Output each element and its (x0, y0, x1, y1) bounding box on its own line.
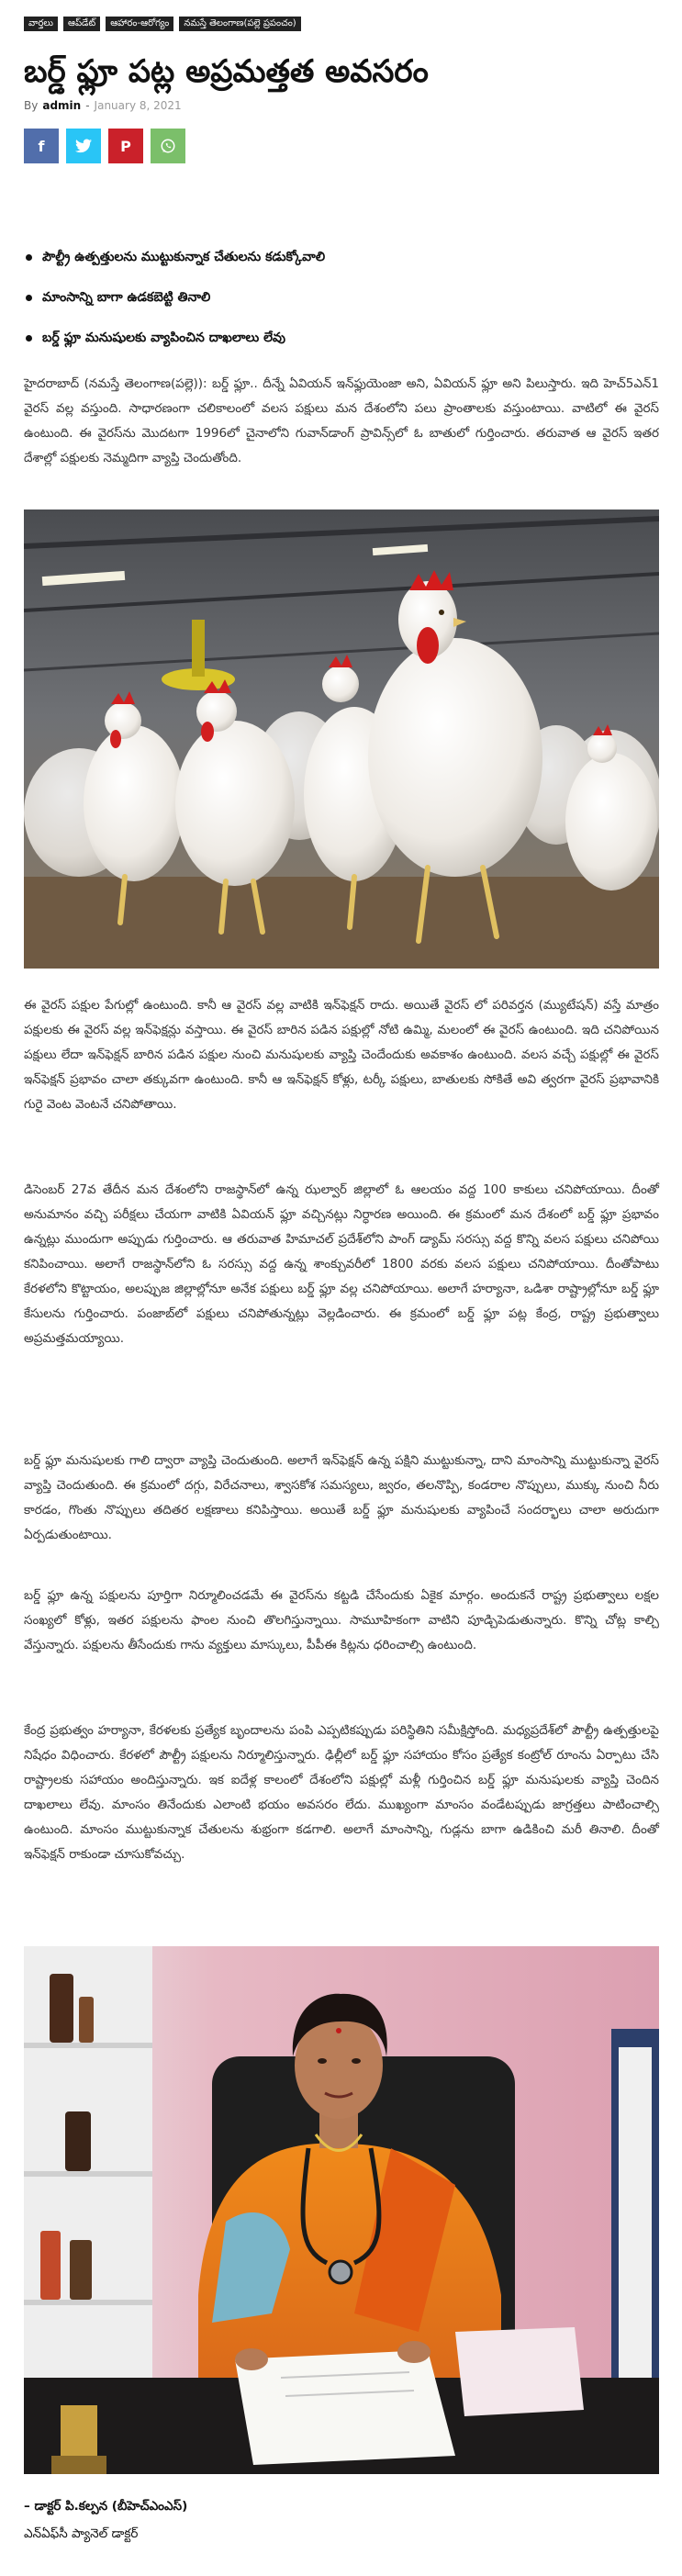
tag-link[interactable]: నమస్తే తెలంగాణ(పల్లె ప్రపంచం) (179, 17, 300, 31)
list-item: మాంసాన్ని బాగా ఉడకబెట్టి తినాలి (24, 288, 657, 307)
chicken-farm-photo (24, 510, 659, 969)
share-buttons (24, 129, 185, 163)
author-signature: – డాక్టర్ పి.కల్పన (బీహెచ్‌ఎంఎస్) (24, 2499, 188, 2514)
article-paragraph: ఈ వైరస్ పక్షుల పేగుల్లో ఉంటుంది. కానీ ఆ వైరస్ వల్ల వాటికి ఇన్‌ఫెక్షన్ రాదు. అయితే వైరస్ లో పరివర్తన (మ్యుటేషన్) వస్తే మాత్రం పక్షులకు ఈ వైరస్ వల్ల ఇన్‌ఫెక్షన్లు వస్తాయి. ఈ వైరస్ బారిన పడిన పక్షుల్లో నోటి ఉమ్మి, మలంలో ఈ వైరస్ ఉంటుంది. ఇది చనిపోయిన పక్షులు లేదా ఇన్‌ఫెక్షన్ బారిన పడిన పక్షుల నుంచి మనుషులకు వ్యాప్తి చెందేందుకు అవకాశం ఉంటుంది. వలస వచ్చే పక్షుల్లో ఈ వైరస్ ఇన్‌ఫెక్షన్ ప్రభావం చాలా తక్కువగా ఉంటుంది. కానీ ఆ ఇన్‌ఫెక్షన్ కోళ్లు, టర్కీ పక్షులు, బాతులకు సోకితే అవి త్వరగా వైరస్ ప్రభావానికి గురై వెంట వెంటనే చనిపోతాయి. (24, 998, 659, 1112)
doctor-image (24, 1946, 659, 2474)
twitter-icon (75, 139, 92, 153)
pinterest-share-button[interactable] (108, 129, 143, 163)
article-paragraph: డిసెంబర్ 27వ తేదీన మన దేశంలోని రాజస్థాన్‌లో ఉన్న ఝల్వార్ జిల్లాలో ఓ ఆలయం వద్ద 100 కాకులు చనిపోయాయి. దీంతో అనుమానం వచ్చి పరీక్షలు చేయగా వాటికి ఏవియన్ ఫ్లూ వచ్చినట్లు నిర్ధారణ అయింది. ఈ క్రమంలో మన దేశంలో బర్డ్ ఫ్లూ ప్రభావం ఉన్నట్లు ముందుగా అప్పుడు గుర్తించారు. ఆ తరువాత హిమాచల్ ప్రదేశ్‌లోని పాంగ్ డ్యామ్ సరస్సు వద్ద కొన్ని వలస పక్షులు చనిపోయి కనిపించాయి. అలాగే రాజస్థాన్‌లోని ఓ సరస్సు వద్ద ఉన్న శాంక్చువరీలో 1800 వరకు వలస పక్షులు చనిపోయాయి. దీంతోపాటు కేరళలోని కొట్టాయం, అలప్పుజ జిల్లాల్లోనూ అనేక పక్షులు బర్డ్ ఫ్లూ వల్ల చనిపోయాయి. అలాగే హర్యానా, ఒడిశా రాష్ట్రాల్లోనూ బర్డ్ ఫ్లూ కేసులను గుర్తించారు. పంజాబ్‌లో పక్షులు చనిపోతున్నట్లు వెల్లడించారు. ఈ క్రమంలో బర్డ్ ఫ్లూ పట్ల కేంద్ర, రాష్ట్ర ప్రభుత్వాలు అప్రమత్తమయ్యాయి. (24, 1182, 659, 1346)
twitter-share-button[interactable] (66, 129, 101, 163)
list-item: పౌల్ట్రీ ఉత్పత్తులను ముట్టుకున్నాక చేతులను కడుక్కోవాలి (24, 248, 657, 266)
facebook-share-button[interactable] (24, 129, 59, 163)
author-role: ఎన్ఏఫ్‌సీ ప్యానెల్ డాక్టర్ (24, 2526, 139, 2541)
facebook-icon: f (38, 137, 45, 155)
tag-link[interactable]: ఆప్‌డేట్ (63, 17, 100, 31)
doctor-photo (24, 1946, 659, 2474)
article-meta (24, 99, 182, 112)
author-link[interactable]: admin (42, 99, 82, 112)
pinterest-icon: P (120, 137, 131, 155)
article-paragraph: కేంద్ర ప్రభుత్వం హర్యానా, కేరళలకు ప్రత్యేక బృందాలను పంపి ఎప్పటికప్పుడు పరిస్థితిని సమీక్షిస్తోంది. మధ్యప్రదేశ్‌లో పౌల్ట్రీ ఉత్పత్తులపై నిషేధం విధించారు. కేరళలో పౌల్ట్రీ పక్షులను నిర్మూలిస్తున్నారు. ఢిల్లీలో బర్డ్ ఫ్లూ సహాయం కోసం ప్రత్యేక కంట్రోల్ రూంను ఏర్పాటు చేసి రాష్ట్రాలకు సహాయం అందిస్తున్నారు. ఇక ఐదేళ్ల కాలంలో దేశంలోని పక్షుల్లో మళ్లీ గుర్తించిన బర్డ్ ఫ్లూ మనుషులకు వ్యాప్తి చెందిన దాఖలాలు లేవు. మాంసం తినేందుకు ఎలాంటి భయం అవసరం లేదు. ముఖ్యంగా మాంసం వండేటప్పుడు జాగ్రత్తలు పాటించాల్సి ఉంటుంది. మాంసం ముట్టుకున్నాక చేతులను శుభ్రంగా కడగాలి. అలాగే మాంసాన్ని, గుడ్లను బాగా ఉడికించి మరీ తినాలి. దీంతో ఇన్‌ఫెక్షన్ రాకుండా చూసుకోవచ్చు. (24, 1723, 659, 1862)
publish-date: January 8, 2021 (94, 99, 182, 112)
meta-separator: - (85, 99, 90, 112)
chickens-image (24, 510, 659, 969)
tag-link[interactable]: వార్తలు (24, 17, 58, 31)
article-paragraph: బర్డ్ ఫ్లూ మనుషులకు గాలి ద్వారా వ్యాప్తి చెందుతుంది. అలాగే ఇన్‌ఫెక్షన్ ఉన్న పక్షిని ముట్టుకున్నా, దాని మాంసాన్ని ముట్టుకున్నా వైరస్ వ్యాప్తి చెందుతుంది. ఈ క్రమంలో దగ్గు, విరేచనాలు, శ్వాసకోశ సమస్యలు, జ్వరం, తలనొప్పి, కండరాల నొప్పులు, ముక్కు నుంచి నీరు కారడం, గొంతు నొప్పులు తదితర లక్షణాలు కనిపిస్తాయి. అయితే బర్డ్ ఫ్లూ మనుషులకు వ్యాపించే సందర్భాలు చాలా అరుదుగా ఏర్పడుతుంటాయి. (24, 1453, 659, 1542)
article-title: బర్డ్ ఫ్లూ పట్ల అప్రమత్తత అవసరం (24, 53, 429, 90)
article-paragraph: హైదరాబాద్ (నమస్తే తెలంగాణ(పల్లె)): బర్డ్ ఫ్లూ.. దీన్నే ఏవియన్ ఇన్‌ఫ్లుయెంజా అని, ఏవియన్ ఫ్లూ అని పిలుస్తారు. ఇది హెచ్5ఎన్1 వైరస్ వల్ల వస్తుంది. సాధారణంగా చలికాలంలో వలస పక్షులు మన దేశంలోని పలు ప్రాంతాలకు వస్తుంటాయి. వాటిలో ఈ వైరస్ ఉంటుంది. ఈ వైరస్‌ను మొదటగా 1996లో చైనాలోని గువాన్‌డాంగ్ ప్రావిన్స్‌లో ఓ బాతులో గుర్తించారు. తరువాత ఆ వైరస్ ఇతర దేశాల్లో పక్షులకు నెమ్మదిగా వ్యాప్తి చెందుతోంది. (24, 376, 659, 465)
key-points-list (24, 248, 657, 369)
by-label: By (24, 99, 39, 112)
tag-link[interactable]: ఆహారం-ఆరోగ్యం (106, 17, 173, 31)
article-paragraph: బర్డ్ ఫ్లూ ఉన్న పక్షులను పూర్తిగా నిర్మూలించడమే ఈ వైరస్‌ను కట్టడి చేసేందుకు ఏకైక మార్గం. అందుకనే రాష్ట్ర ప్రభుత్వాలు లక్షల సంఖ్యలో కోళ్లు, ఇతర పక్షులను ఫాంల నుంచి తొలగిస్తున్నాయి. సామూహికంగా వాటిని పూడ్చిపెడుతున్నారు. కొన్ని చోట్ల కాల్చి వేస్తున్నారు. పక్షులను తీసేందుకు గాను వ్యక్తులు మాస్కులు, పీపీఈ కిట్లను ధరించాల్సి ఉంటుంది. (24, 1588, 659, 1652)
whatsapp-icon (160, 138, 176, 154)
category-tags (24, 17, 301, 31)
whatsapp-share-button[interactable] (151, 129, 185, 163)
list-item: బర్డ్ ఫ్లూ మనుషులకు వ్యాపించిన దాఖలాలు లేవు (24, 329, 657, 347)
